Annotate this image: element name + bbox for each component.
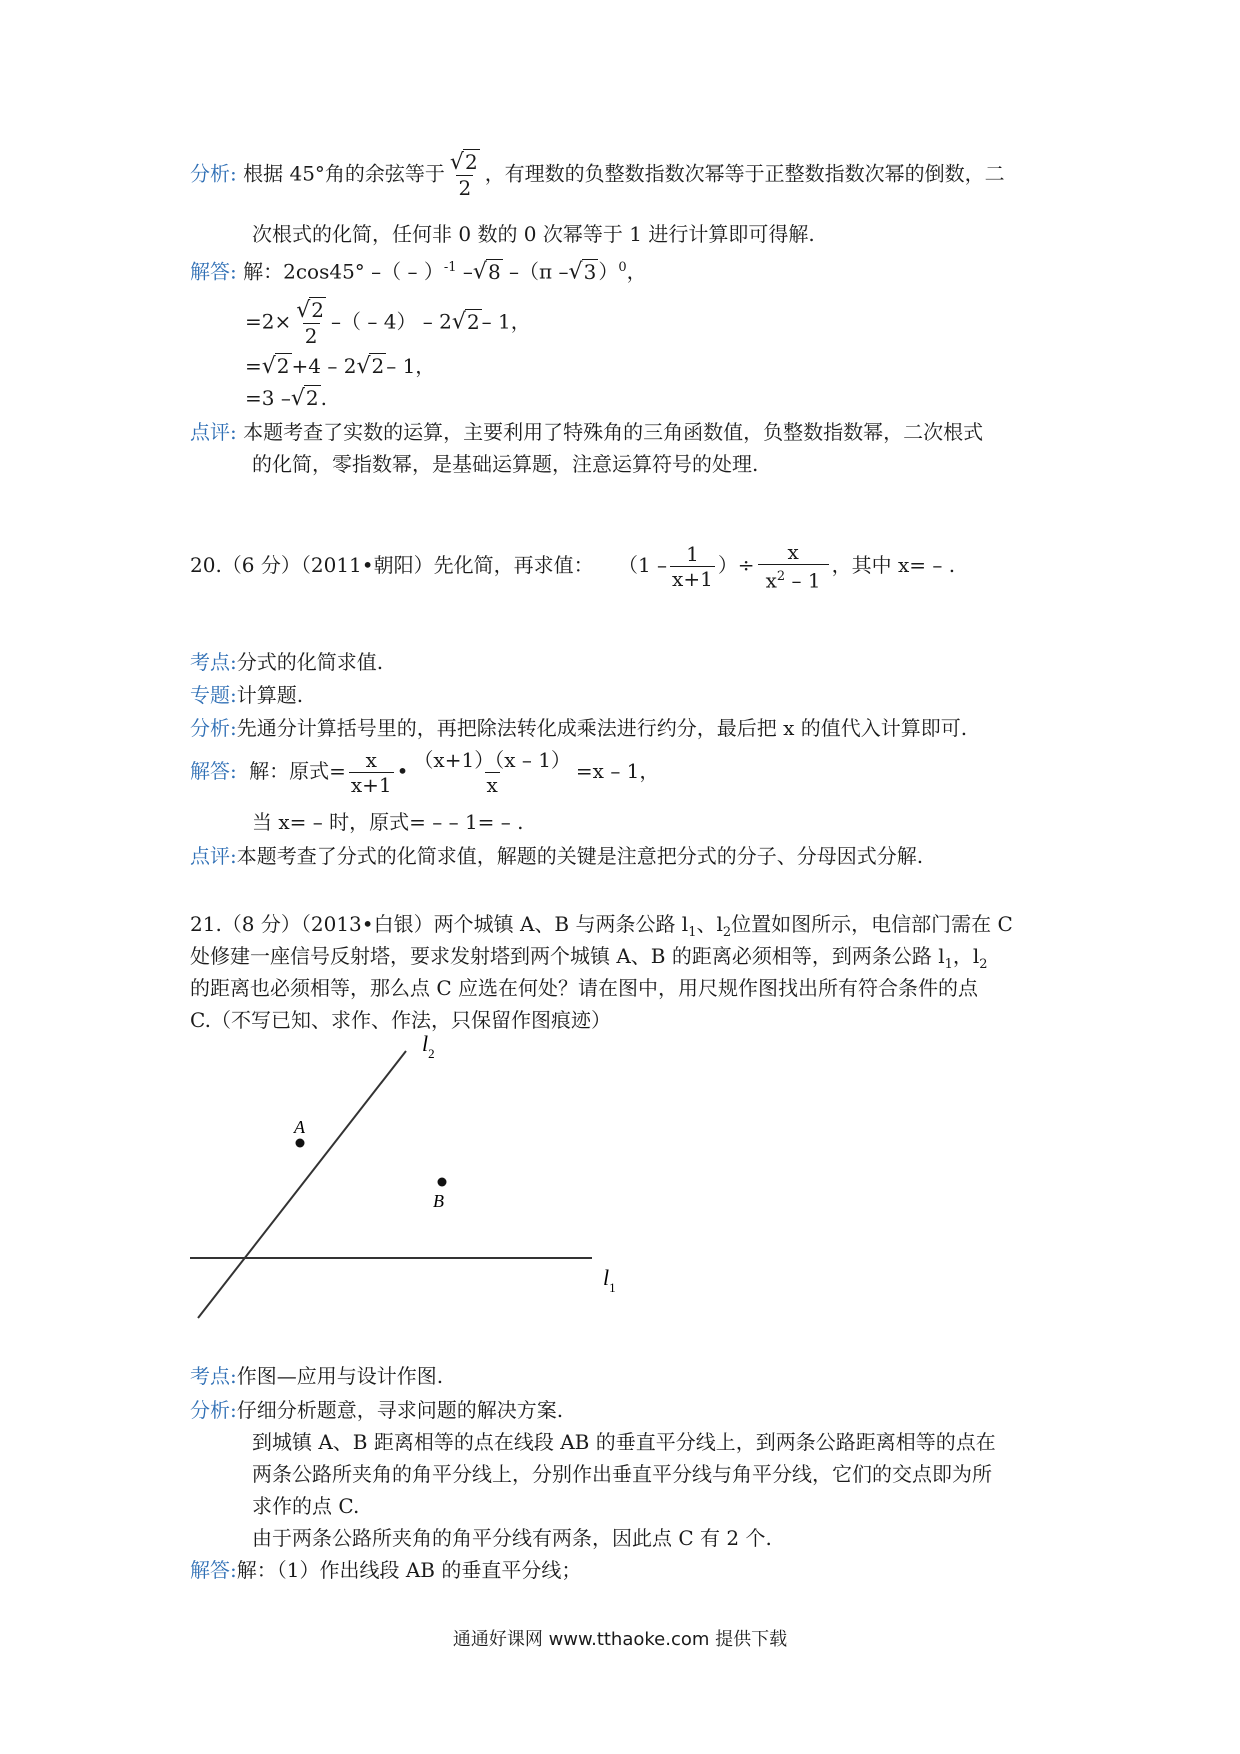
comment-tag: 点评: [190,844,237,868]
line-l1-label: $l_1$ [603,1265,616,1295]
road-town-figure [180,1035,640,1325]
town-A-label: A [294,1117,305,1137]
analysis-tag: 分析: [190,161,237,186]
q20-comment: 点评:本题考查了分式的化简求值，解题的关键是注意把分式的分子、分母因式分解. [190,844,924,868]
q20-stem: 20.（6 分）（2011•朝阳）先化简，再求值： （1 – $\frac{1}{x+1}$ ）÷ $\frac{x}{x^2 - 1}$ ，其中 x= – . [190,540,956,593]
analysis-text-a: 根据 45°角的余弦等于 [243,161,445,186]
q21-stem-line2: 处修建一座信号反射塔，要求发射塔到两个城镇 A、B 的距离必须相等，到两条公路 $l_1$，$l_2$ [190,944,988,972]
q19-comment-line1: 点评: 本题考查了实数的运算，主要利用了特殊角的三角函数值，负整数指数幂，二次根式 [190,420,984,444]
q21-stem-line1: 21.（8 分）（2013•白银）两个城镇 A、B 与两条公路 $l_1$、$l_2$位置如图所示，电信部门需在 C [190,912,1013,940]
topic-tag: 专题: [190,683,237,707]
q21-stem-line4: C.（不写已知、求作、作法，只保留作图痕迹） [190,1008,611,1032]
one-over-xp1-fraction: $\frac{1}{x+1}$ [672,541,713,591]
q20-solution: 解答: 解：原式= $\frac{x}{x+1}$ • $\frac{(x+1)(x - 1)}{x}$ =x – 1， [190,748,660,797]
analysis-tag: 分析: [190,1398,237,1422]
q20-point: 考点:分式的化简求值. [190,650,384,674]
q19-solution-line4: =3 –√2 . [245,386,327,411]
town-B-point [438,1178,447,1187]
q19-analysis-line2: 次根式的化简，任何非 0 数的 0 次幂等于 1 进行计算即可得解. [252,222,815,246]
sqrt2-over-2-fraction: $\frac{√2}{2}$ [449,150,478,200]
q21-analysis-line4: 求作的点 C. [252,1494,360,1518]
q19-analysis-line1 [190,150,1005,200]
q21-analysis-line2: 到城镇 A、B 距离相等的点在线段 AB 的垂直平分线上，到两条公路距离相等的点在 [252,1430,996,1454]
point-tag: 考点: [190,650,237,674]
town-B-label: B [433,1191,444,1211]
q21-answer: 解答:解：（1）作出线段 AB 的垂直平分线； [190,1558,582,1582]
analysis-text-b: ，有理数的负整数指数次幂等于正整数指数次幂的倒数，二 [484,161,1005,186]
q21-analysis-line3: 两条公路所夹角的角平分线上，分别作出垂直平分线与角平分线，它们的交点即为所 [252,1462,992,1486]
q19-comment-line2: 的化简，零指数幂，是基础运算题，注意运算符号的处理. [252,452,759,476]
q20-topic: 专题:计算题. [190,683,304,707]
analysis-tag: 分析: [190,716,237,740]
comment-tag: 点评: [190,420,237,444]
q19-solution-line3: =√2 +4 – 2√2 – 1， [245,354,436,379]
q21-analysis-line1: 分析:仔细分析题意，寻求问题的解决方案. [190,1398,564,1422]
q19-solution-line2: =2× $\frac{√2}{2}$ –（ – 4） – 2√2 – 1， [245,298,531,348]
q21-stem-line3: 的距离也必须相等，那么点 C 应选在何处？请在图中，用尺规作图找出所有符合条件的点 [190,976,979,1000]
x-over-xp1-fraction: $\frac{x}{x+1}$ [350,748,392,797]
q19-solution-line1: 解答: 解：2cos45° –（ – ）$^{-1}$ –√8 –（π –√3 ）$^0$， [190,259,647,285]
page-footer: 通通好课网 www.tthaoke.com 提供下载 [452,1629,788,1650]
answer-tag: 解答: [190,759,237,783]
line-l2 [198,1051,406,1318]
q20-solution-line2: 当 x= – 时，原式= – – 1= – . [252,810,524,834]
q21-point: 考点:作图—应用与设计作图. [190,1364,444,1388]
q20-analysis: 分析:先通分计算括号里的，再把除法转化成乘法进行约分，最后把 x 的值代入计算即可. [190,716,968,740]
line-l2-label: $l_2$ [422,1035,435,1061]
answer-tag: 解答: [190,1558,237,1582]
town-A-point [296,1139,305,1148]
answer-tag: 解答: [190,259,237,284]
x-over-x2m1-fraction: $\frac{x}{x^2 - 1}$ [758,540,829,593]
product-over-x-fraction: $\frac{(x+1)(x - 1)}{x}$ [413,748,571,797]
sqrt2-over-2-fraction: $\frac{√2}{2}$ [296,298,325,348]
q21-analysis-line5: 由于两条公路所夹角的角平分线有两条，因此点 C 有 2 个. [252,1526,772,1550]
point-tag: 考点: [190,1364,237,1388]
